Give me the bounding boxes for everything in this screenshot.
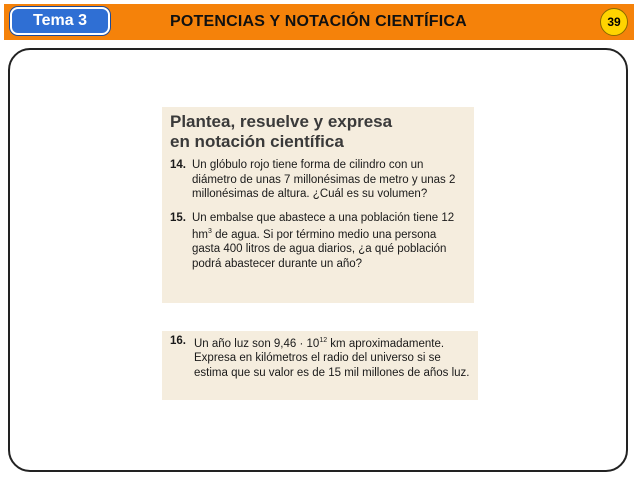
page-number-badge: 39 [600,8,628,36]
exponent: 3 [207,228,212,235]
exercise-16 [170,334,470,380]
exercise-text: Un glóbulo rojo tiene forma de cilindro con un diámetro de unas 7 millonésimas de metro y unas 2 millonésimas de altura. ¿Cuál es su volumen? [192,159,456,200]
section-title-line-1: Plantea, resuelve y expresa [170,112,393,131]
tema-badge: Tema 3 [10,7,110,35]
exercise-text-part: Un embalse que abastece a una población tiene 12 hm [192,211,455,241]
exercise-text-part: de agua. Si por término medio una persona gasta 400 litros de agua diarios, ¿a qué población podrá abastecer durante un año? [192,228,447,270]
exercise-text [192,211,466,272]
exercise-box-2 [162,331,478,400]
exercise-box-1 [162,107,474,303]
exercise-text-part: Un año luz son 9,46 · 10 [194,337,320,350]
exercise-15 [170,211,466,272]
exercise-number: 15. [170,211,186,224]
exercise-text [194,334,470,380]
exercise-14 [170,158,466,202]
exercise-text-part: km aproximadamente. Expresa en kilómetros el radio del universo si se estima que su valor es de 15 mil millones de años luz. [194,337,470,379]
exercise-number: 16. [170,335,186,347]
exponent: 12 [319,337,328,344]
page-title: POTENCIAS Y NOTACIÓN CIENTÍFICA [170,13,467,30]
header-bar [4,4,634,40]
section-title-line-2: en notación científica [170,132,344,151]
section-title [170,112,466,152]
exercise-number: 14. [170,159,186,171]
